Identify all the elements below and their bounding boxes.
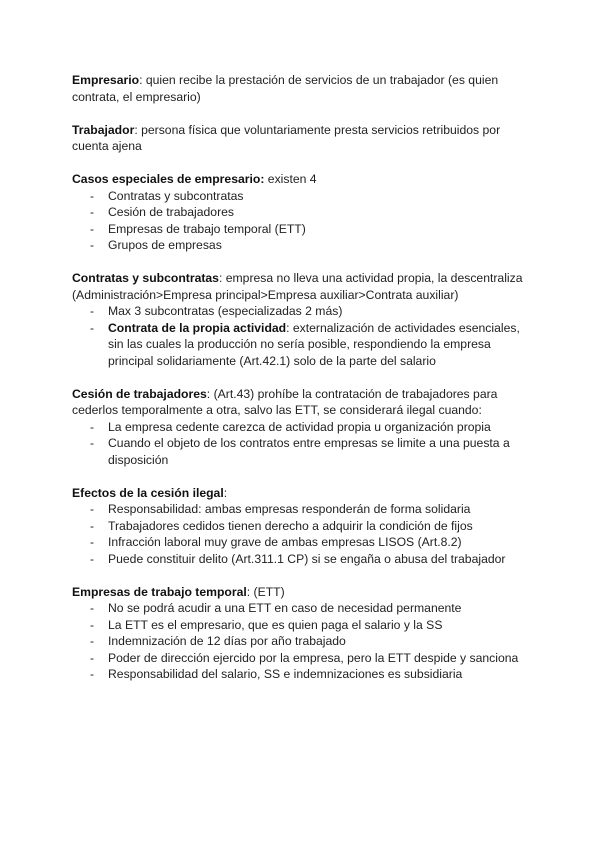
term-label: Cesión de trabajadores <box>72 386 207 401</box>
list-item-text: Cesión de trabajadores <box>108 205 235 219</box>
list-item <box>72 501 532 518</box>
list-item <box>72 518 532 535</box>
definition-text: : (Art.43) prohíbe la contratación de trabajadores para cederlos temporalmente a otra, salvo las ETT, se considerará ilegal cuando: <box>72 386 498 417</box>
list-item-text: Trabajadores cedidos tienen derecho a adquirir la condición de fijos <box>108 518 473 533</box>
dash-bullet: - <box>90 238 95 252</box>
list-item-text: Contratas y subcontratas <box>108 188 244 203</box>
definition-paragraph <box>72 171 532 188</box>
dash-bullet: - <box>90 188 95 203</box>
list-item-term: Contrata de la propia actividad <box>108 320 287 335</box>
dash-bullet: - <box>90 304 95 318</box>
dash-bullet: - <box>90 601 95 615</box>
list-item-text: Responsabilidad del salario, SS e indemnizaciones es subsidiaria <box>108 667 463 681</box>
term-label: Contratas y subcontratas <box>72 271 219 285</box>
list-item <box>72 633 532 650</box>
dash-bullet: - <box>90 518 95 533</box>
term-label: Empresas de trabajo temporal <box>72 584 247 599</box>
term-label: Trabajador <box>72 122 135 137</box>
definition-text: : empresa no lleva una actividad propia, la descentraliza (Administración>Empresa principal>Empresa auxiliar>Contrata auxiliar) <box>72 271 523 302</box>
list-item-text: Cuando el objeto de los contratos entre empresas se limite a una puesta a disposición <box>108 436 510 467</box>
term-label: Casos especiales de empresario: <box>72 172 265 186</box>
section-trabajador <box>72 122 532 155</box>
definition-paragraph <box>72 72 532 105</box>
dash-bullet: - <box>90 205 95 219</box>
list-item <box>72 600 532 617</box>
list-item-text: Poder de dirección ejercido por la empresa, pero la ETT despide y sanciona <box>108 650 519 665</box>
dash-bullet: - <box>90 535 95 549</box>
section-cesion <box>72 386 532 469</box>
list-item <box>72 188 532 205</box>
list-item-text: Max 3 subcontratas (especializadas 2 más) <box>108 304 343 318</box>
dash-bullet: - <box>90 419 95 434</box>
list-item <box>72 419 532 436</box>
list-item <box>72 237 532 254</box>
term-label: Efectos de la cesión ilegal <box>72 485 224 500</box>
definition-paragraph <box>72 485 532 502</box>
dash-bullet: - <box>90 617 95 632</box>
list-item <box>72 221 532 238</box>
term-label: Empresario <box>72 73 140 87</box>
list-item <box>72 303 532 320</box>
list-item-text: Responsabilidad: ambas empresas responderán de forma solidaria <box>108 502 471 516</box>
list-item <box>72 617 532 634</box>
dash-bullet: - <box>90 634 95 648</box>
definition-text: : quien recibe la prestación de servicios de un trabajador (es quien contrata, el empresario) <box>72 73 499 104</box>
section-contratas <box>72 270 532 369</box>
definition-paragraph <box>72 270 532 303</box>
list-item-text: Empresas de trabajo temporal (ETT) <box>108 221 306 236</box>
definition-text: : (ETT) <box>246 584 285 599</box>
section-empresario <box>72 72 532 105</box>
document-body <box>72 72 532 699</box>
section-efectos <box>72 485 532 568</box>
list-item-text: : externalización de actividades esenciales, sin las cuales la producción no sería posible, respondiendo la empresa principal solidariamente (Art.42.1) solo de la parte del salario <box>108 320 520 368</box>
section-ett <box>72 584 532 683</box>
list-item-text: La ETT es el empresario, que es quien paga el salario y la SS <box>108 617 443 632</box>
dash-bullet: - <box>90 320 95 335</box>
bullet-list <box>72 303 532 369</box>
bullet-list <box>72 419 532 469</box>
dash-bullet: - <box>90 221 95 236</box>
definition-paragraph <box>72 386 532 419</box>
list-item <box>72 551 532 568</box>
list-item-text: Indemnización de 12 días por año trabajado <box>108 634 346 648</box>
definition-paragraph <box>72 584 532 601</box>
bullet-list <box>72 600 532 683</box>
dash-bullet: - <box>90 667 95 681</box>
section-casos-especiales <box>72 171 532 254</box>
definition-text: existen 4 <box>264 172 317 186</box>
list-item <box>72 650 532 667</box>
list-item <box>72 534 532 551</box>
dash-bullet: - <box>90 436 95 450</box>
bullet-list <box>72 188 532 254</box>
dash-bullet: - <box>90 551 95 566</box>
definition-text: : persona física que voluntariamente presta servicios retribuidos por cuenta ajena <box>72 122 501 153</box>
definition-paragraph <box>72 122 532 155</box>
list-item <box>72 320 532 370</box>
list-item-text: No se podrá acudir a una ETT en caso de necesidad permanente <box>108 601 462 615</box>
list-item <box>72 435 532 468</box>
list-item-text: Grupos de empresas <box>108 238 222 252</box>
dash-bullet: - <box>90 650 95 665</box>
list-item-text: Puede constituir delito (Art.311.1 CP) si se engaña o abusa del trabajador <box>108 551 506 566</box>
list-item-text: Infracción laboral muy grave de ambas empresas LISOS (Art.8.2) <box>108 535 462 549</box>
definition-text: : <box>223 485 228 500</box>
dash-bullet: - <box>90 502 95 516</box>
list-item <box>72 204 532 221</box>
list-item <box>72 666 532 683</box>
bullet-list <box>72 501 532 567</box>
list-item-text: La empresa cedente carezca de actividad propia u organización propia <box>108 419 491 434</box>
